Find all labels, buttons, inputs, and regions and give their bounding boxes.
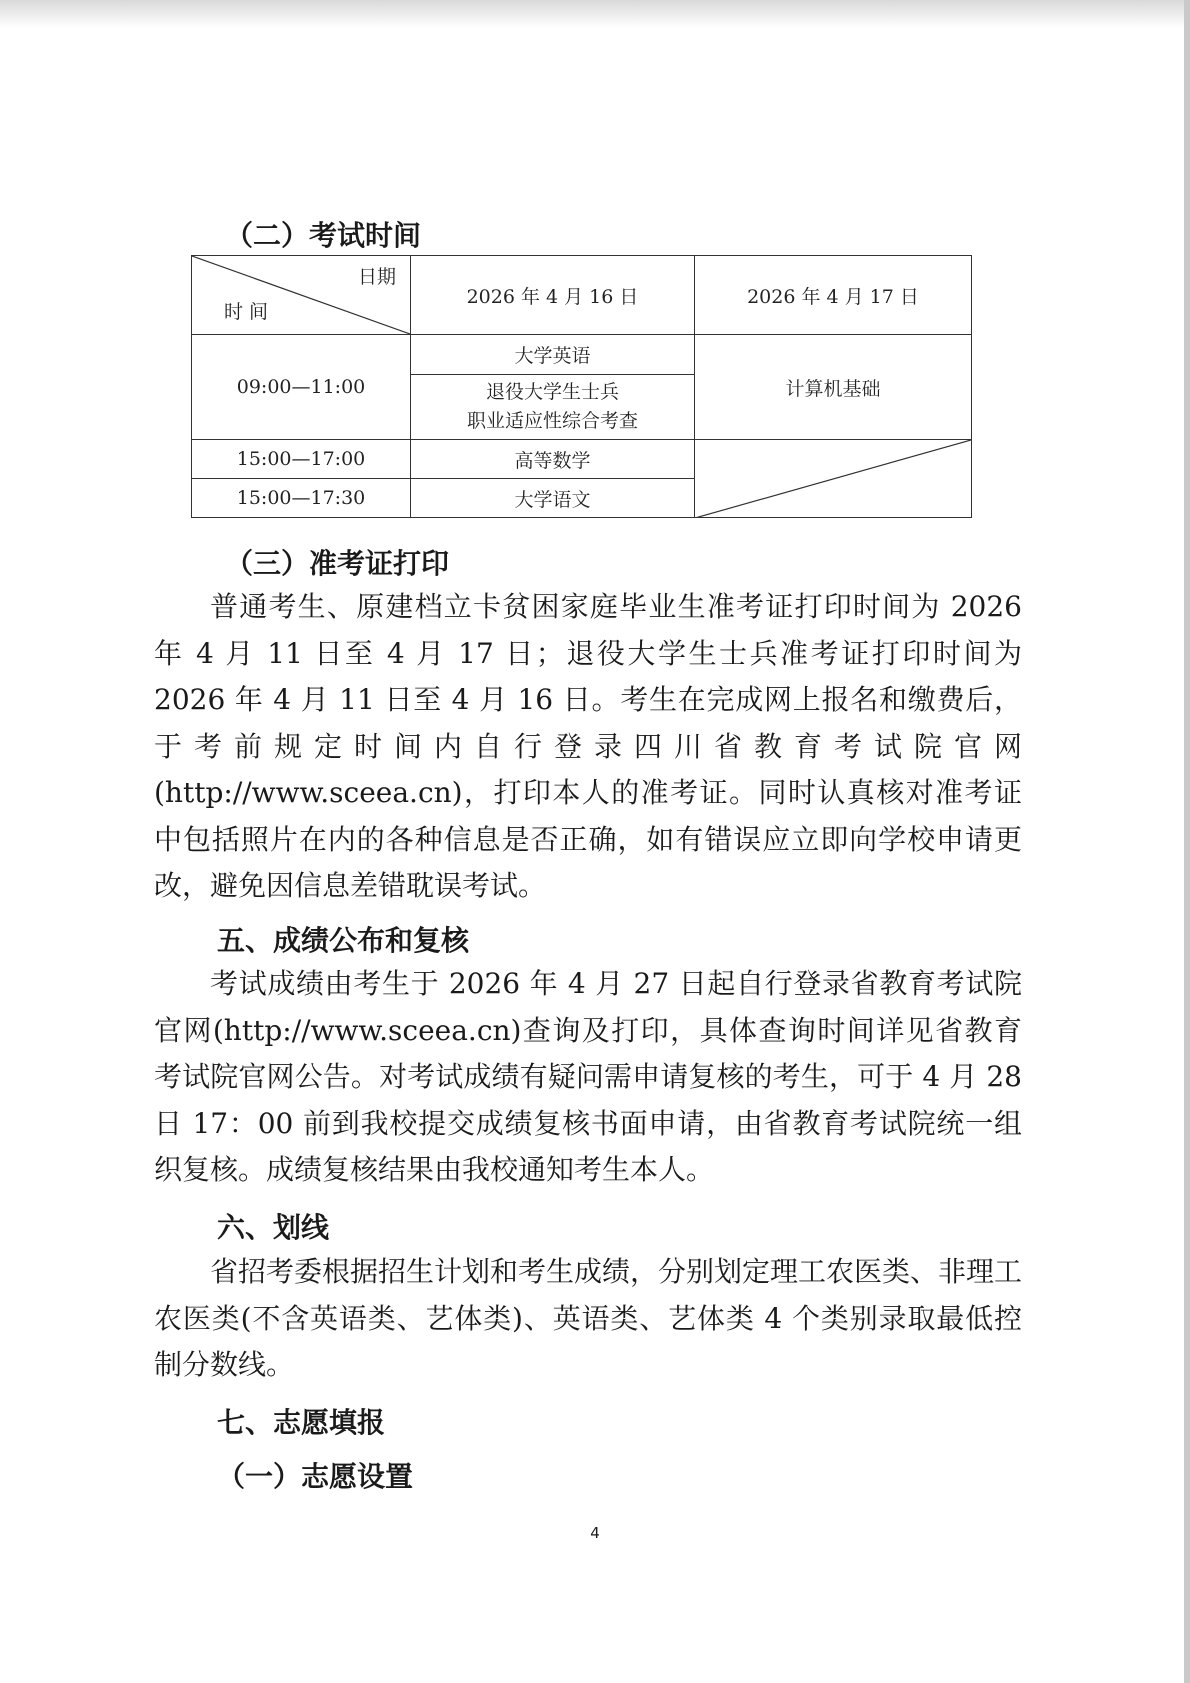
subject-english: 大学英语 xyxy=(411,335,695,375)
paragraph-cutoff: 省招考委根据招生计划和考生成绩，分别划定理工农医类、非理工农医类(不含英语类、艺体类)、英语类、艺体类 4 个类别录取最低控制分数线。 xyxy=(154,1255,1023,1381)
exam-schedule-table xyxy=(191,255,972,518)
date-col-2: 2026 年 4 月 17 日 xyxy=(695,256,972,335)
heading-admission-ticket: （三）准考证打印 xyxy=(225,547,450,580)
empty-diagonal-cell xyxy=(695,440,972,518)
subject-veteran-line1: 退役大学生士兵 xyxy=(485,381,619,403)
table-header-row xyxy=(192,256,972,335)
diagonal-line xyxy=(695,440,971,518)
subject-veteran-assessment xyxy=(411,375,695,440)
time-cell-3: 15:00—17:30 xyxy=(192,479,411,518)
heading-results: 五、成绩公布和复核 xyxy=(217,924,470,957)
time-cell-2: 15:00—17:00 xyxy=(192,440,411,479)
scan-edge-right xyxy=(1184,0,1190,1683)
scan-edge-top xyxy=(0,0,1190,28)
paragraph-results: 考试成绩由考生于 2026 年 4 月 27 日起自行登录省教育考试院官网(http://www.sceea.cn)查询及打印，具体查询时间详见省教育考试院官网公告。对考试成绩有疑问需申请复核的考生，可于 4 月 28 日 17：00 前到我校提交成绩复核书面申请，由省教育考试院统一组织复核。成绩复核结果由我校通知考生本人。 xyxy=(154,967,1022,1186)
header-date-label: 日期 xyxy=(357,266,396,288)
heading-application: 七、志愿填报 xyxy=(217,1406,386,1439)
table-row xyxy=(192,440,972,479)
subject-veteran-line2: 职业适应性综合考查 xyxy=(466,410,638,432)
time-cell-1: 09:00—11:00 xyxy=(192,335,411,440)
subject-math: 高等数学 xyxy=(411,440,695,479)
heading-exam-time: （二）考试时间 xyxy=(225,219,422,252)
subject-chinese: 大学语文 xyxy=(411,479,695,518)
header-diagonal-cell xyxy=(192,256,411,335)
paragraph-admission-ticket: 普通考生、原建档立卡贫困家庭毕业生准考证打印时间为 2026 年 4 月 11 日至 4 月 17 日；退役大学生士兵准考证打印时间为 2026 年 4 月 11 日至 4 月 16 日。考生在完成网上报名和缴费后，于考前规定时间内自行登录四川省教育考试院官网(http://www.sceea.cn)，打印本人的准考证。同时认真核对准考证中包括照片在内的各种信息是否正确，如有错误应立即向学校申请更改，避免因信息差错耽误考试。 xyxy=(154,590,1022,902)
header-time-label: 时 间 xyxy=(224,301,269,323)
subheading-application-setup: （一）志愿设置 xyxy=(217,1460,414,1493)
page-number: 4 xyxy=(590,1524,600,1542)
heading-cutoff: 六、划线 xyxy=(217,1211,330,1244)
date-col-1: 2026 年 4 月 16 日 xyxy=(411,256,695,335)
subject-computer: 计算机基础 xyxy=(695,335,972,440)
table-row xyxy=(192,335,972,375)
